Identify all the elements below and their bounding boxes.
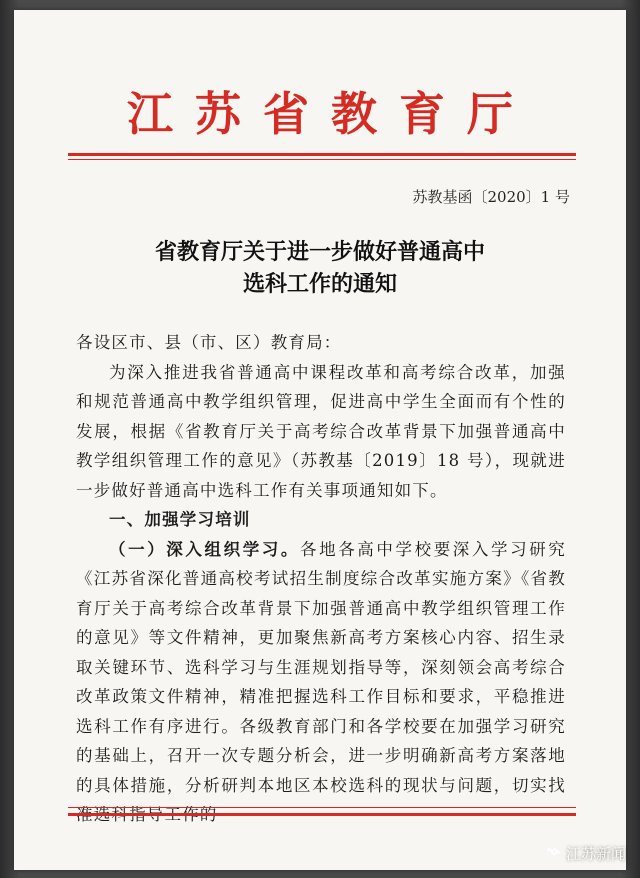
document-body [76,328,566,830]
document-number: 苏教基函〔2020〕1 号 [412,188,570,206]
section-heading: 一、加强学习培训 [109,510,251,529]
source-watermark [544,843,626,864]
wechat-channel-icon [544,845,562,863]
document-title-line-2: 选科工作的通知 [242,271,397,297]
letterhead-red-rule-thin [68,159,576,160]
item-text: 各地各高中学校要深入学习研究《江苏省深化普通高校考试招生制度综合改革实施方案》《省教育厅关于高考综合改革背景下加强普通高中教学组织管理工作的意见》等文件精神，更加聚焦新高考方案核心内容、招生录取关键环节、选科学习与生涯规划指导等，深刻领会高考综合改革政策文件精神，精准把握选科工作目标和要求，平稳推进选科工作有序进行。各级教育部门和各学校要在加强学习研究的基础上，召开一次专题分析会，进一步明确新高考方案落地的具体措施，分析研判本地区本校选科的现状与问题，切实找 [76,539,566,795]
intro-paragraph: 为深入推进我省普通高中课程改革和高考综合改革，加强和规范普通高中教学组织管理，促进高中学生全面而有个性的发展，根据《省教育厅关于高考综合改革背景下加强普通高中教学组织管理工作的意见》（苏教基〔2019〕18 号），现就进一步做好普通高中选科工作有关事项通知如下。 [76,362,566,500]
document-title [14,236,626,300]
document-page [14,10,626,870]
addressee: 各设区市、县（市、区）教育局： [76,333,342,352]
watermark-label: 江苏新闻 [565,845,626,863]
item-label: （一）深入组织学习。 [109,539,300,559]
footer-red-rule [68,813,576,816]
letterhead-red-rule [68,153,576,156]
letterhead-title: 江苏省教育厅 [127,87,535,141]
document-title-line-1: 省教育厅关于进一步做好普通高中 [154,239,485,265]
item-paragraph [76,535,566,830]
footer-red-rule-thin [68,807,576,808]
